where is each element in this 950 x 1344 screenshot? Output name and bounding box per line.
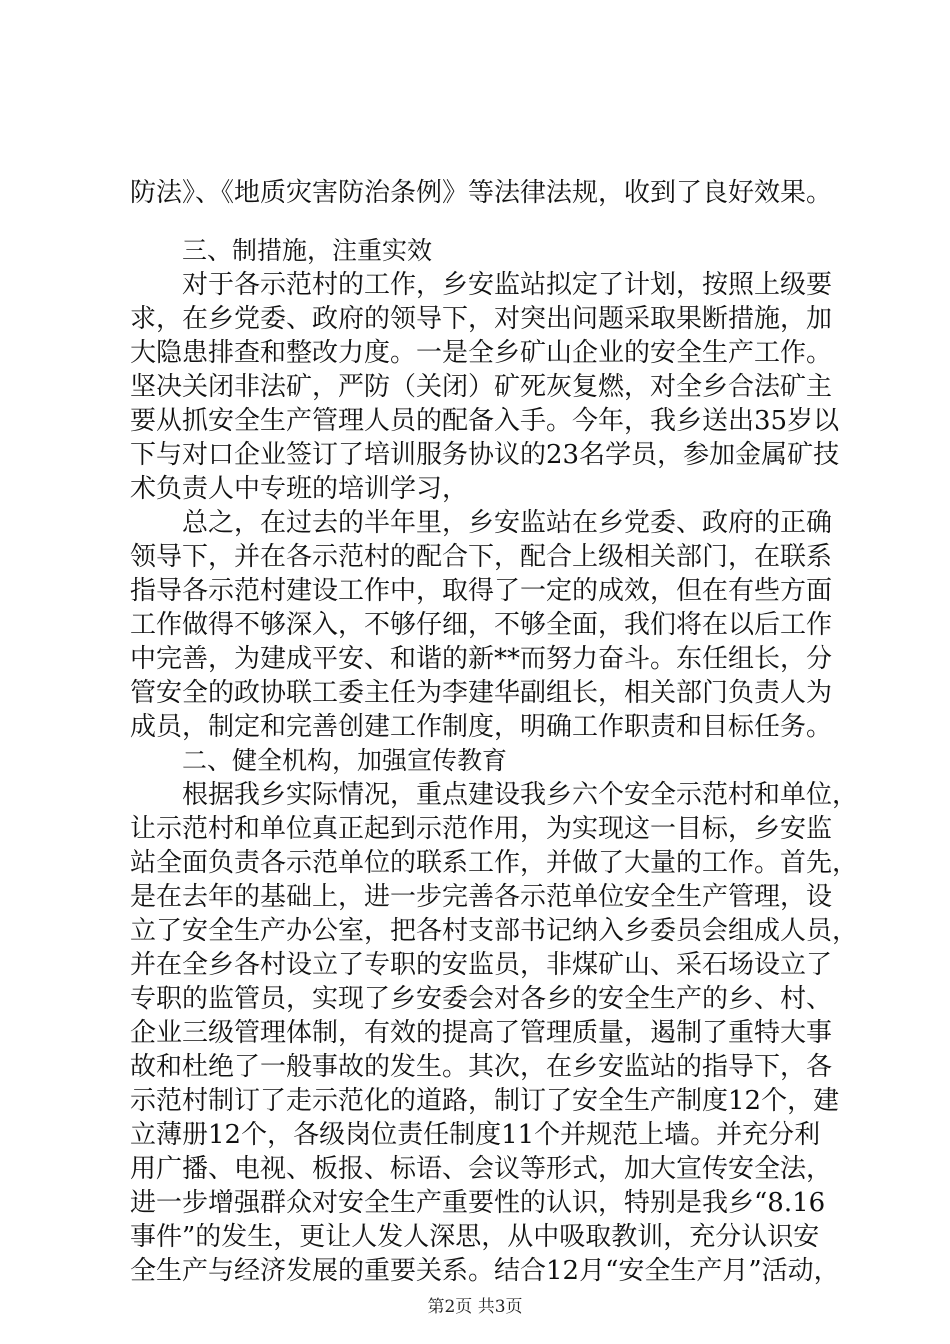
body-line: 企业三级管理体制，有效的提高了管理质量，遏制了重特大事 bbox=[130, 1018, 833, 1048]
body-line: 站全面负责各示范单位的联系工作，并做了大量的工作。首先， bbox=[130, 848, 859, 878]
body-line: 大隐患排查和整改力度。一是全乡矿山企业的安全生产工作。 bbox=[130, 338, 833, 368]
body-line: 术负责人中专班的培训学习， bbox=[130, 474, 469, 504]
body-line: 指导各示范村建设工作中，取得了一定的成效，但在有些方面 bbox=[130, 576, 833, 606]
body-line: 根据我乡实际情况，重点建设我乡六个安全示范村和单位， bbox=[182, 780, 859, 810]
body-line: 要从抓安全生产管理人员的配备入手。今年，我乡送出35岁以 bbox=[130, 406, 840, 436]
body-line: 防法》、《地质灾害防治条例》等法律法规，收到了良好效果。 bbox=[130, 178, 833, 208]
section-heading: 二、健全机构，加强宣传教育 bbox=[182, 746, 508, 775]
body-line: 领导下，并在各示范村的配合下，配合上级相关部门，在联系 bbox=[130, 542, 833, 572]
body-line: 事件”的发生，更让人发人深思，从中吸取教训，充分认识安 bbox=[130, 1222, 820, 1252]
body-line: 并在全乡各村设立了专职的安监员，非煤矿山、采石场设立了 bbox=[130, 950, 833, 980]
body-line: 故和杜绝了一般事故的发生。其次，在乡安监站的指导下，各 bbox=[130, 1052, 833, 1082]
body-line: 总之，在过去的半年里，乡安监站在乡党委、政府的正确 bbox=[182, 508, 833, 538]
section-heading: 三、制措施，注重实效 bbox=[182, 236, 433, 265]
body-line: 工作做得不够深入，不够仔细，不够全面，我们将在以后工作 bbox=[130, 610, 833, 640]
body-line: 成员，制定和完善创建工作制度，明确工作职责和目标任务。 bbox=[130, 712, 833, 742]
body-line: 立了安全生产办公室，把各村支部书记纳入乡委员会组成人员， bbox=[130, 916, 859, 946]
body-line: 坚决关闭非法矿，严防（关闭）矿死灰复燃，对全乡合法矿主 bbox=[130, 372, 833, 402]
body-line: 示范村制订了走示范化的道路，制订了安全生产制度12个，建 bbox=[130, 1086, 840, 1116]
body-line: 立薄册12个，各级岗位责任制度11个并规范上墙。并充分利 bbox=[130, 1120, 821, 1150]
body-line: 用广播、电视、板报、标语、会议等形式，加大宣传安全法， bbox=[130, 1154, 833, 1184]
body-line: 中完善，为建成平安、和谐的新**而努力奋斗。东任组长，分 bbox=[130, 644, 833, 674]
body-line: 全生产与经济发展的重要关系。结合12月“安全生产月”活动， bbox=[130, 1256, 840, 1286]
body-line: 求，在乡党委、政府的领导下，对突出问题采取果断措施，加 bbox=[130, 304, 833, 334]
body-line: 进一步增强群众对安全生产重要性的认识，特别是我乡“8.16 bbox=[130, 1188, 826, 1218]
body-line: 管安全的政协联工委主任为李建华副组长，相关部门负责人为 bbox=[130, 678, 833, 708]
body-line: 让示范村和单位真正起到示范作用，为实现这一目标，乡安监 bbox=[130, 814, 833, 844]
body-line: 对于各示范村的工作，乡安监站拟定了计划，按照上级要 bbox=[182, 270, 833, 300]
body-line: 下与对口企业签订了培训服务协议的23名学员，参加金属矿技 bbox=[130, 440, 840, 470]
body-line: 专职的监管员，实现了乡安委会对各乡的安全生产的乡、村、 bbox=[130, 984, 833, 1014]
body-line: 是在去年的基础上，进一步完善各示范单位安全生产管理，设 bbox=[130, 882, 833, 912]
page-number-footer: 第2页 共3页 bbox=[427, 1297, 523, 1317]
